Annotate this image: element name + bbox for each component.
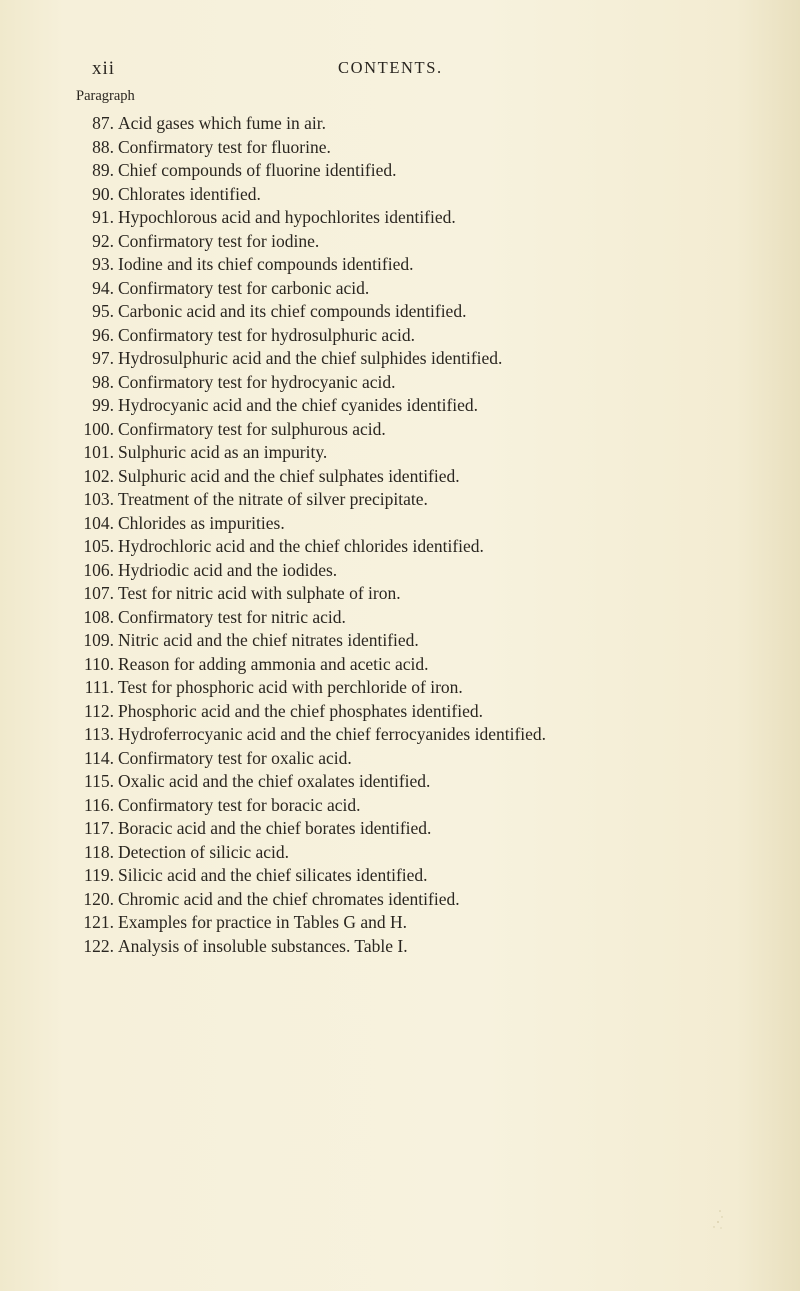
contents-entry [0,418,800,442]
paragraph-number: 105. [83,536,114,556]
contents-entry [0,277,800,301]
entry-title: Confirmatory test for fluorine. [118,136,331,157]
entry-title: Acid gases which fume in air. [118,113,327,133]
contents-entry [0,441,800,465]
contents-entry [0,183,800,207]
contents-entry [0,347,800,371]
entry-title: Hydrochloric acid and the chief chlorides identified. [118,536,484,556]
paragraph-number: 113. [84,724,114,744]
paper-speck-mark [708,1208,726,1232]
paragraph-number: 98. [92,371,114,392]
entry-title: Carbonic acid and its chief compounds identified. [118,301,467,321]
paragraph-number: 96. [92,324,114,345]
contents-entry [0,136,800,160]
contents-entry [0,676,800,700]
entry-title: Chlorates identified. [118,183,261,204]
entry-title: Detection of silicic acid. [118,841,290,862]
paragraph-number: 92. [92,230,114,251]
paragraph-number: 94. [92,277,114,298]
paragraph-number: 104. [83,512,114,533]
entry-title: Examples for practice in Tables G and H. [118,912,408,932]
entry-title: Chief compounds of fluorine identified. [118,160,397,180]
contents-entry [0,888,800,912]
entry-title: Confirmatory test for hydrosulphuric acid. [118,324,415,345]
contents-entry [0,582,800,606]
paragraph-number: 120. [83,888,114,909]
contents-entry [0,394,800,418]
entry-title: Iodine and its chief compounds identified. [118,254,414,274]
paragraph-number: 89. [92,160,114,180]
contents-entry [0,324,800,348]
entry-title: Confirmatory test for sulphurous acid. [118,418,386,439]
contents-entry [0,935,800,959]
entry-title: Test for nitric acid with sulphate of iron. [118,583,401,603]
contents-entry [0,159,800,183]
paragraph-number: 99. [92,395,114,415]
paragraph-number: 107. [83,583,114,603]
entry-title: Confirmatory test for iodine. [118,230,320,251]
paragraph-number: 102. [83,465,114,486]
contents-entry [0,253,800,277]
contents-entry [0,770,800,794]
paragraph-number: 110. [84,653,114,674]
paragraph-number: 109. [83,630,114,650]
contents-entry [0,629,800,653]
paragraph-number: 108. [83,606,114,627]
paragraph-number: 119. [84,865,114,885]
contents-entry [0,559,800,583]
contents-entry [0,230,800,254]
entry-title: Hydroferrocyanic acid and the chief ferrocyanides identified. [118,724,547,744]
column-label: Paragraph [76,88,135,104]
contents-entry [0,300,800,324]
contents-entry [0,700,800,724]
entry-title: Sulphuric acid and the chief sulphates identified. [118,465,460,486]
contents-entry [0,653,800,677]
entry-title: Boracic acid and the chief borates identified. [118,818,432,838]
contents-entry [0,535,800,559]
contents-entry [0,864,800,888]
paragraph-number: 95. [92,301,114,321]
page-header [0,58,800,82]
contents-entry [0,512,800,536]
entry-title: Chromic acid and the chief chromates identified. [118,888,460,909]
contents-entry [0,112,800,136]
contents-entry [0,206,800,230]
entry-title: Hydrocyanic acid and the chief cyanides identified. [118,395,479,415]
contents-entry [0,606,800,630]
paragraph-number: 118. [84,841,114,862]
paragraph-number: 101. [83,442,114,462]
paragraph-number: 90. [92,183,114,204]
entry-title: Reason for adding ammonia and acetic acid. [118,653,429,674]
paragraph-number: 121. [83,912,114,932]
contents-entry [0,747,800,771]
paragraph-number: 91. [92,207,114,227]
paragraph-number: 88. [92,136,114,157]
entry-title: Treatment of the nitrate of silver precipitate. [118,489,428,509]
contents-entry [0,794,800,818]
entry-title: Confirmatory test for oxalic acid. [118,747,352,768]
entry-title: Sulphuric acid as an impurity. [118,442,328,462]
entry-title: Hydriodic acid and the iodides. [118,559,338,580]
paragraph-number: 115. [84,771,114,791]
entry-title: Silicic acid and the chief silicates identified. [118,865,428,885]
contents-entry [0,817,800,841]
paragraph-number: 87. [92,113,114,133]
entry-title: Confirmatory test for hydrocyanic acid. [118,371,396,392]
entry-title: Confirmatory test for boracic acid. [118,794,361,815]
contents-list [0,112,800,958]
entry-title: Oxalic acid and the chief oxalates identified. [118,771,431,791]
running-title: CONTENTS. [338,58,443,77]
page-number: xii [92,58,116,79]
paragraph-number: 111. [84,677,114,697]
paragraph-number: 122. [83,935,114,956]
paragraph-number: 103. [83,489,114,509]
contents-entry [0,465,800,489]
contents-entry [0,723,800,747]
contents-entry [0,841,800,865]
contents-entry [0,371,800,395]
contents-entry [0,488,800,512]
paragraph-number: 106. [83,559,114,580]
entry-title: Nitric acid and the chief nitrates identified. [118,630,419,650]
entry-title: Hydrosulphuric acid and the chief sulphides identified. [118,348,503,368]
entry-title: Confirmatory test for carbonic acid. [118,277,370,298]
entry-title: Analysis of insoluble substances. Table I. [118,935,408,956]
entry-title: Hypochlorous acid and hypochlorites identified. [118,207,456,227]
contents-entry [0,911,800,935]
paragraph-number: 100. [83,418,114,439]
entry-title: Chlorides as impurities. [118,512,285,533]
paragraph-number: 112. [84,700,114,721]
paragraph-number: 117. [84,818,114,838]
paragraph-number: 97. [92,348,114,368]
entry-title: Phosphoric acid and the chief phosphates identified. [118,700,483,721]
paragraph-number: 114. [84,747,114,768]
entry-title: Confirmatory test for nitric acid. [118,606,346,627]
entry-title: Test for phosphoric acid with perchloride of iron. [118,677,463,697]
paragraph-number: 116. [84,794,114,815]
paragraph-number: 93. [92,254,114,274]
